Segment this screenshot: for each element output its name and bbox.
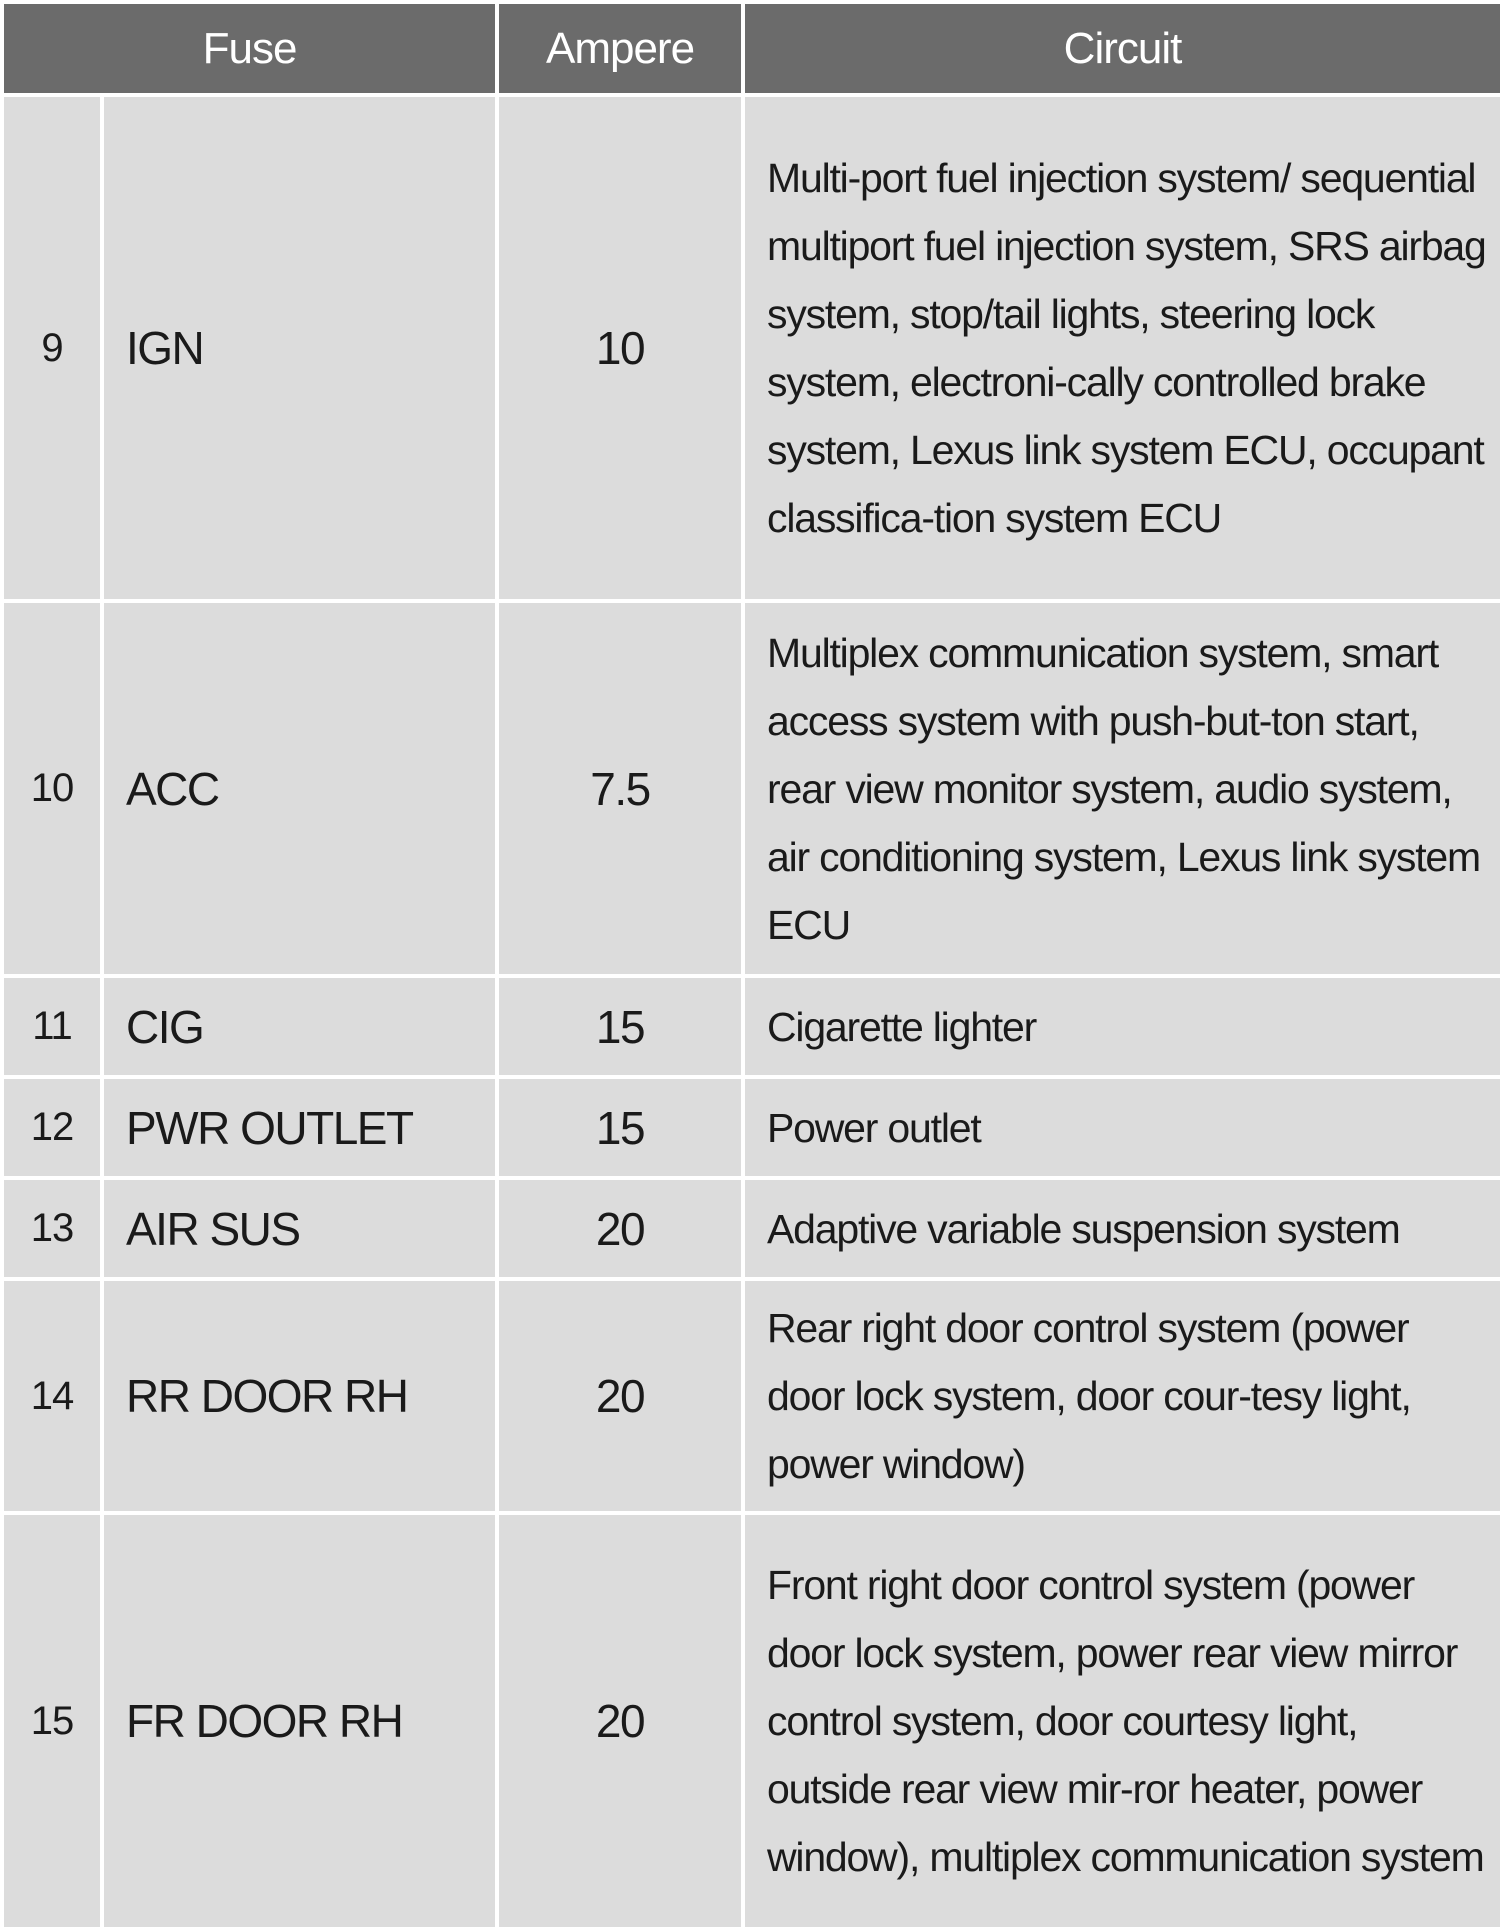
fuse-name: PWR OUTLET	[102, 1077, 497, 1178]
fuse-name: ACC	[102, 601, 497, 976]
circuit-description: Rear right door control system (power door lock system, door cour-tesy light, power window)	[743, 1279, 1500, 1513]
fuse-number: 13	[2, 1178, 102, 1279]
fuse-name: AIR SUS	[102, 1178, 497, 1279]
fuse-name: RR DOOR RH	[102, 1279, 497, 1513]
fuse-number: 10	[2, 601, 102, 976]
ampere-value: 15	[497, 976, 743, 1077]
table-row	[2, 1279, 1500, 1513]
circuit-description: Adaptive variable suspension system	[743, 1178, 1500, 1279]
circuit-description: Front right door control system (power door lock system, power rear view mirror control system, door courtesy light, outside rear view mir-ror heater, power window), multiplex communication system	[743, 1513, 1500, 1929]
table-row	[2, 1077, 1500, 1178]
fuse-number: 15	[2, 1513, 102, 1929]
fuse-number: 9	[2, 95, 102, 601]
table-row	[2, 1178, 1500, 1279]
circuit-description: Power outlet	[743, 1077, 1500, 1178]
ampere-value: 10	[497, 95, 743, 601]
table-row	[2, 1513, 1500, 1929]
header-circuit: Circuit	[743, 2, 1500, 95]
ampere-value: 20	[497, 1513, 743, 1929]
ampere-value: 20	[497, 1279, 743, 1513]
circuit-description: Cigarette lighter	[743, 976, 1500, 1077]
fuse-number: 14	[2, 1279, 102, 1513]
header-fuse: Fuse	[2, 2, 497, 95]
ampere-value: 20	[497, 1178, 743, 1279]
circuit-description: Multi-port fuel injection system/ sequential multiport fuel injection system, SRS airbag system, stop/tail lights, steering lock system, electroni-cally controlled brake system, Lexus link system ECU, occupant classifica-tion system ECU	[743, 95, 1500, 601]
circuit-description: Multiplex communication system, smart access system with push-but-ton start, rear view monitor system, audio system, air conditioning system, Lexus link system ECU	[743, 601, 1500, 976]
ampere-value: 7.5	[497, 601, 743, 976]
fuse-name: CIG	[102, 976, 497, 1077]
header-ampere: Ampere	[497, 2, 743, 95]
table-row	[2, 601, 1500, 976]
fuse-name: IGN	[102, 95, 497, 601]
table-row	[2, 976, 1500, 1077]
fuse-name: FR DOOR RH	[102, 1513, 497, 1929]
fuse-number: 11	[2, 976, 102, 1077]
ampere-value: 15	[497, 1077, 743, 1178]
table-row	[2, 95, 1500, 601]
fuse-number: 12	[2, 1077, 102, 1178]
header-row	[2, 2, 1500, 95]
